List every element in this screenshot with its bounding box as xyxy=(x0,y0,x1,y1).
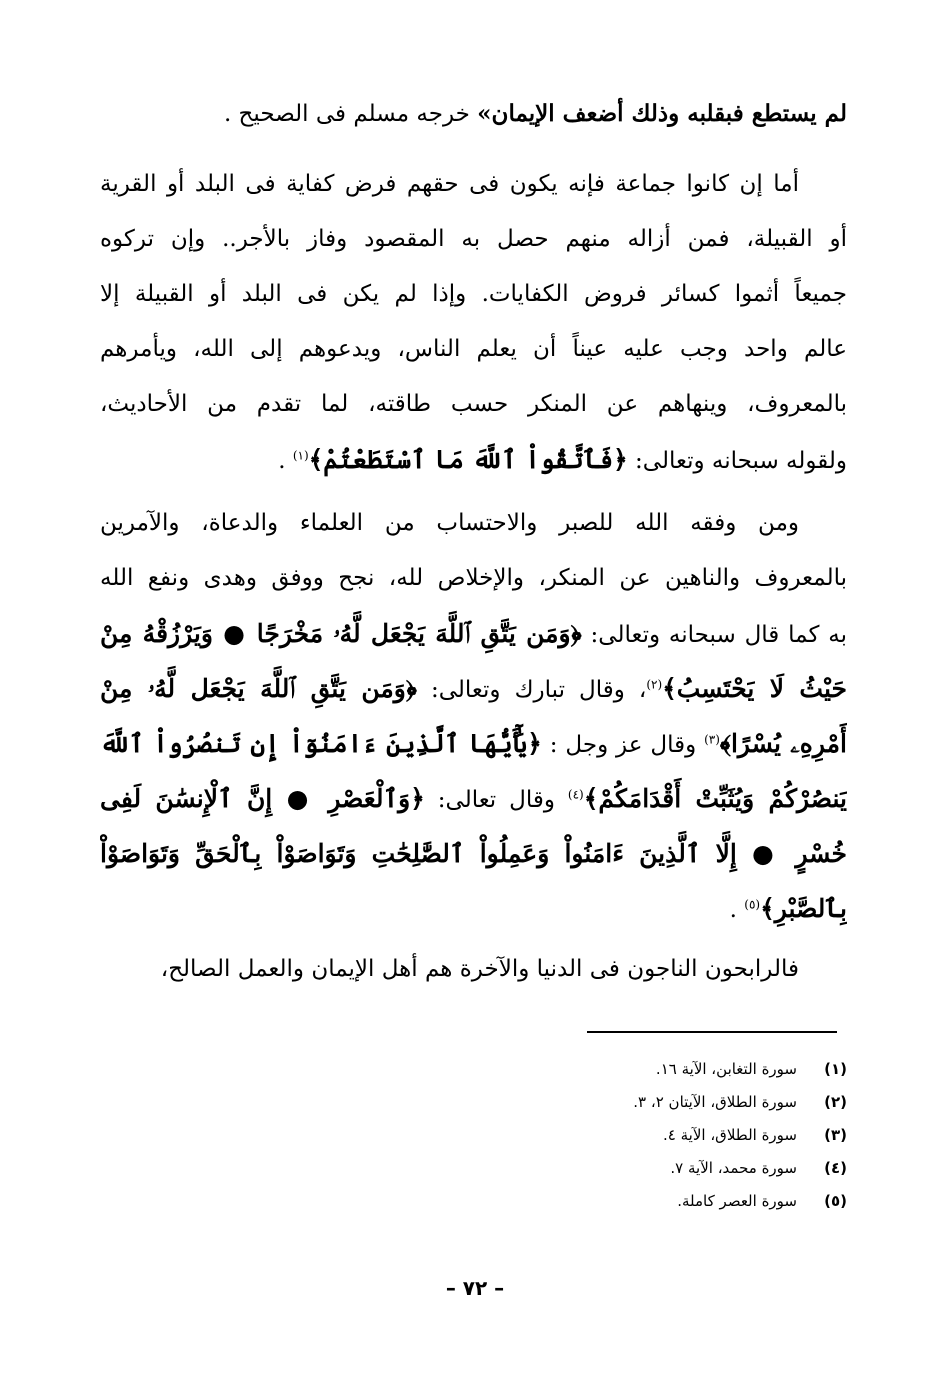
footnote-text: سورة التغابن، الآية ١٦. xyxy=(655,1059,797,1078)
footnote-item xyxy=(633,1151,847,1184)
line-text: ولقوله سبحانه وتعالى: xyxy=(627,448,847,474)
footnote-text: سورة محمد، الآية ٧. xyxy=(670,1158,797,1177)
paragraph-3 xyxy=(100,496,847,936)
line-text: خرجه مسلم فى الصحيح . xyxy=(223,101,478,127)
page-number: – ٧٢ – xyxy=(445,1276,505,1300)
line-text: . xyxy=(278,448,293,474)
footnote-number: (٣) xyxy=(824,1125,847,1144)
footnote-ref: (٣) xyxy=(704,732,720,747)
text-line: فالرابحون الناجون فى الدنيا والآخرة هم أهل الإيمان والعمل الصالح، xyxy=(160,956,799,982)
footnote-item xyxy=(633,1184,847,1217)
footnote-ref: (٥) xyxy=(744,897,761,912)
line-text: وقال تعالى: xyxy=(424,787,568,813)
quran-verse: يَنصُرْكُمْ وَيُثَبِّتْ أَقْدَامَكُمْ﴾ xyxy=(583,784,847,813)
quran-verse: ﴿وَٱلْعَصْرِ ● إِنَّ ٱلْإِنسَٰنَ لَفِى xyxy=(100,784,425,813)
text-line xyxy=(100,881,847,936)
footnote-ref: (٤) xyxy=(567,787,584,802)
text-line xyxy=(100,716,847,771)
quran-verse: ﴿وَمَن يَتَّقِ ٱللَّهَ يَجْعَل لَّهُۥ مَخْرَجًا ● وَيَرْزُقْهُ مِنْ xyxy=(100,619,582,648)
text-line: أو القبيلة، فمن أزاله منهم حصل به المقصود وفاز بالأجر.. وإن تركوه xyxy=(100,226,847,252)
text-line: ومن وفقه الله للصبر والاحتساب من العلماء والدعاة، والآمرين xyxy=(100,510,799,536)
footnote-item xyxy=(633,1118,847,1151)
text-line: جميعاً أثموا كسائر فروض الكفايات. وإذا لم يكن فى البلد أو القبيلة إلا xyxy=(100,281,847,307)
text-line: عالم واحد وجب عليه عيناً أن يعلم الناس، ويدعوهم إلى الله، ويأمرهم xyxy=(100,336,847,362)
line-text: ، وقال تبارك وتعالى: xyxy=(416,677,647,703)
paragraph-4 xyxy=(100,942,847,997)
footnote-ref: (١) xyxy=(292,448,309,463)
text-line xyxy=(100,826,847,881)
quran-verse: خُسْرٍ ● إِلَّا ٱلَّذِينَ ءَامَنُواْ وَعَمِلُواْ ٱلصَّٰلِحَٰتِ وَتَوَاصَوْاْ بِٱلْحَقِّ وَتَوَاصَوْاْ xyxy=(100,839,847,868)
quran-verse: حَيْثُ لَا يَحْتَسِبُ﴾ xyxy=(662,674,847,703)
quran-verse: ﴿يَٰٓأَيُّهَا ٱلَّذِينَ ءَامَنُوٓاْ إِن تَنصُرُواْ ٱللَّهَ xyxy=(100,729,542,758)
footnotes xyxy=(633,1052,847,1217)
quran-verse: أَمْرِهِۦ يُسْرًا﴾ xyxy=(719,729,847,758)
text-line: أما إن كانوا جماعة فإنه يكون فى حقهم فرض كفاية فى البلد أو القرية xyxy=(100,171,799,197)
bold-text: لم يستطع فبقلبه وذلك أضعف الإيمان» xyxy=(477,100,847,127)
line-text: وقال عز وجل : xyxy=(541,732,705,758)
text-line xyxy=(100,661,847,716)
footnote-text: سورة العصر كاملة. xyxy=(677,1191,797,1210)
footnote-number: (٤) xyxy=(824,1158,847,1177)
line-text: به كما قال سبحانه وتعالى: xyxy=(581,622,847,648)
footnote-text: سورة الطلاق، الآيتان ٢، ٣. xyxy=(633,1092,797,1111)
line-text: . xyxy=(729,897,745,923)
text-line: بالمعروف، وينهاهم عن المنكر حسب طاقته، لما تقدم من الأحاديث، xyxy=(100,391,847,417)
text-line xyxy=(100,432,847,487)
paragraph-2 xyxy=(100,157,847,487)
footnote-item xyxy=(633,1052,847,1085)
footnote-number: (٢) xyxy=(824,1092,847,1111)
text-line xyxy=(100,86,847,141)
footnote-divider xyxy=(587,1031,837,1033)
quran-verse: بِٱلصَّبْرِ﴾ xyxy=(760,894,847,923)
paragraph-1 xyxy=(100,86,847,141)
quran-verse: ﴿فَٱتَّقُواْ ٱللَّهَ مَا ٱسْتَطَعْتُمْ﴾ xyxy=(308,445,628,474)
footnote-item xyxy=(633,1085,847,1118)
footnote-ref: (٢) xyxy=(646,677,663,692)
text-line xyxy=(100,771,847,826)
text-line xyxy=(100,606,847,661)
text-line: بالمعروف والناهين عن المنكر، والإخلاص لله، نجح ووفق وهدى ونفع الله xyxy=(100,565,847,591)
footnote-number: (١) xyxy=(824,1059,847,1078)
footnote-text: سورة الطلاق، الآية ٤. xyxy=(663,1125,797,1144)
quran-verse: ﴿وَمَن يَتَّقِ ٱللَّهَ يَجْعَل لَّهُۥ مِنْ xyxy=(100,674,417,703)
footnote-number: (٥) xyxy=(824,1191,847,1210)
